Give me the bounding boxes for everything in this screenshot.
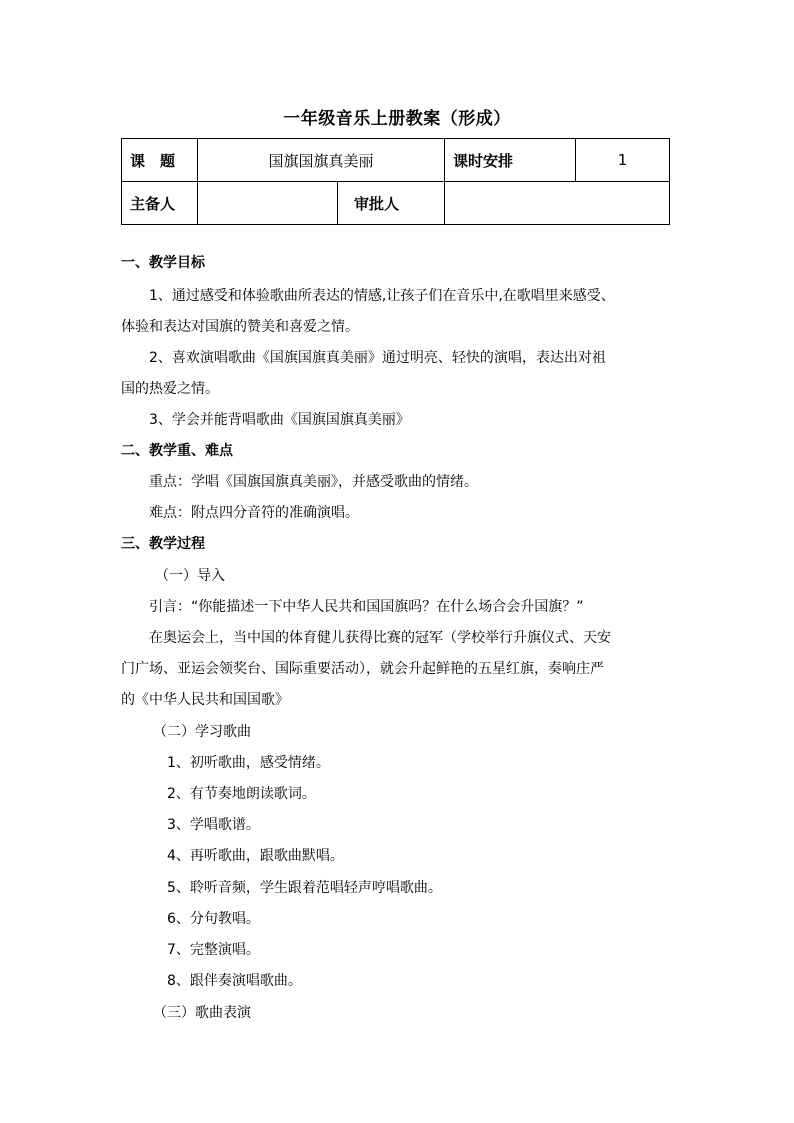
paragraph-line: 门广场、亚运会领奖台、国际重要活动），就会升起鲜艳的五星红旗，奏响庄严 — [121, 661, 604, 677]
list-item: 1、初听歌曲，感受情绪。 — [167, 755, 330, 771]
document-title: 一年级音乐上册教案（形成） — [283, 109, 511, 129]
list-item: 4、再听歌曲，跟歌曲默唱。 — [167, 848, 344, 864]
list-item: 8、跟伴奏演唱歌曲。 — [167, 973, 302, 989]
preparer-label: 主备人 — [122, 182, 198, 225]
table-row — [122, 182, 670, 225]
section-heading-objectives: 一、教学目标 — [121, 255, 205, 271]
paragraph-line: 重点：学唱《国旗国旗真美丽》，并感受歌曲的情绪。 — [149, 474, 478, 490]
section-heading-key-points: 二、教学重、难点 — [121, 443, 233, 459]
table-row — [122, 139, 670, 182]
list-item: 3、学唱歌谱。 — [167, 817, 260, 833]
subsection-heading: （三）歌曲表演 — [153, 1005, 251, 1021]
paragraph-line: 的《中华人民共和国国歌》 — [121, 692, 289, 708]
section-heading-process: 三、教学过程 — [121, 536, 205, 552]
approver-value — [445, 182, 670, 225]
paragraph-line: 在奥运会上，当中国的体育健儿获得比赛的冠军（学校举行升旗仪式、天安 — [149, 630, 611, 646]
hours-value: 1 — [576, 139, 670, 182]
subsection-heading: （一）导入 — [155, 568, 225, 584]
lesson-info-table — [121, 138, 670, 225]
approver-label: 审批人 — [338, 182, 445, 225]
preparer-value — [198, 182, 338, 225]
list-item: 6、分句教唱。 — [167, 911, 260, 927]
topic-value: 国旗国旗真美丽 — [198, 139, 445, 182]
paragraph-line: 难点：附点四分音符的准确演唱。 — [149, 505, 359, 521]
list-item: 7、完整演唱。 — [167, 942, 260, 958]
subsection-heading: （二）学习歌曲 — [153, 724, 251, 740]
list-item: 2、有节奏地朗读歌词。 — [167, 786, 316, 802]
hours-label: 课时安排 — [445, 139, 576, 182]
paragraph-line: 3、学会并能背唱歌曲《国旗国旗真美丽》 — [149, 412, 410, 428]
topic-label: 课 题 — [122, 139, 198, 182]
paragraph-line: 国的热爱之情。 — [121, 381, 219, 397]
list-item: 5、聆听音频，学生跟着范唱轻声哼唱歌曲。 — [167, 880, 442, 896]
paragraph-line: 引言：“你能描述一下中华人民共和国国旗吗？在什么场合会升国旗？” — [149, 599, 584, 615]
paragraph-line: 2、喜欢演唱歌曲《国旗国旗真美丽》通过明亮、轻快的演唱，表达出对祖 — [149, 350, 606, 366]
paragraph-line: 1、通过感受和体验歌曲所表达的情感,让孩子们在音乐中,在歌唱里来感受、 — [149, 288, 615, 304]
paragraph-line: 体验和表达对国旗的赞美和喜爱之情。 — [121, 319, 359, 335]
